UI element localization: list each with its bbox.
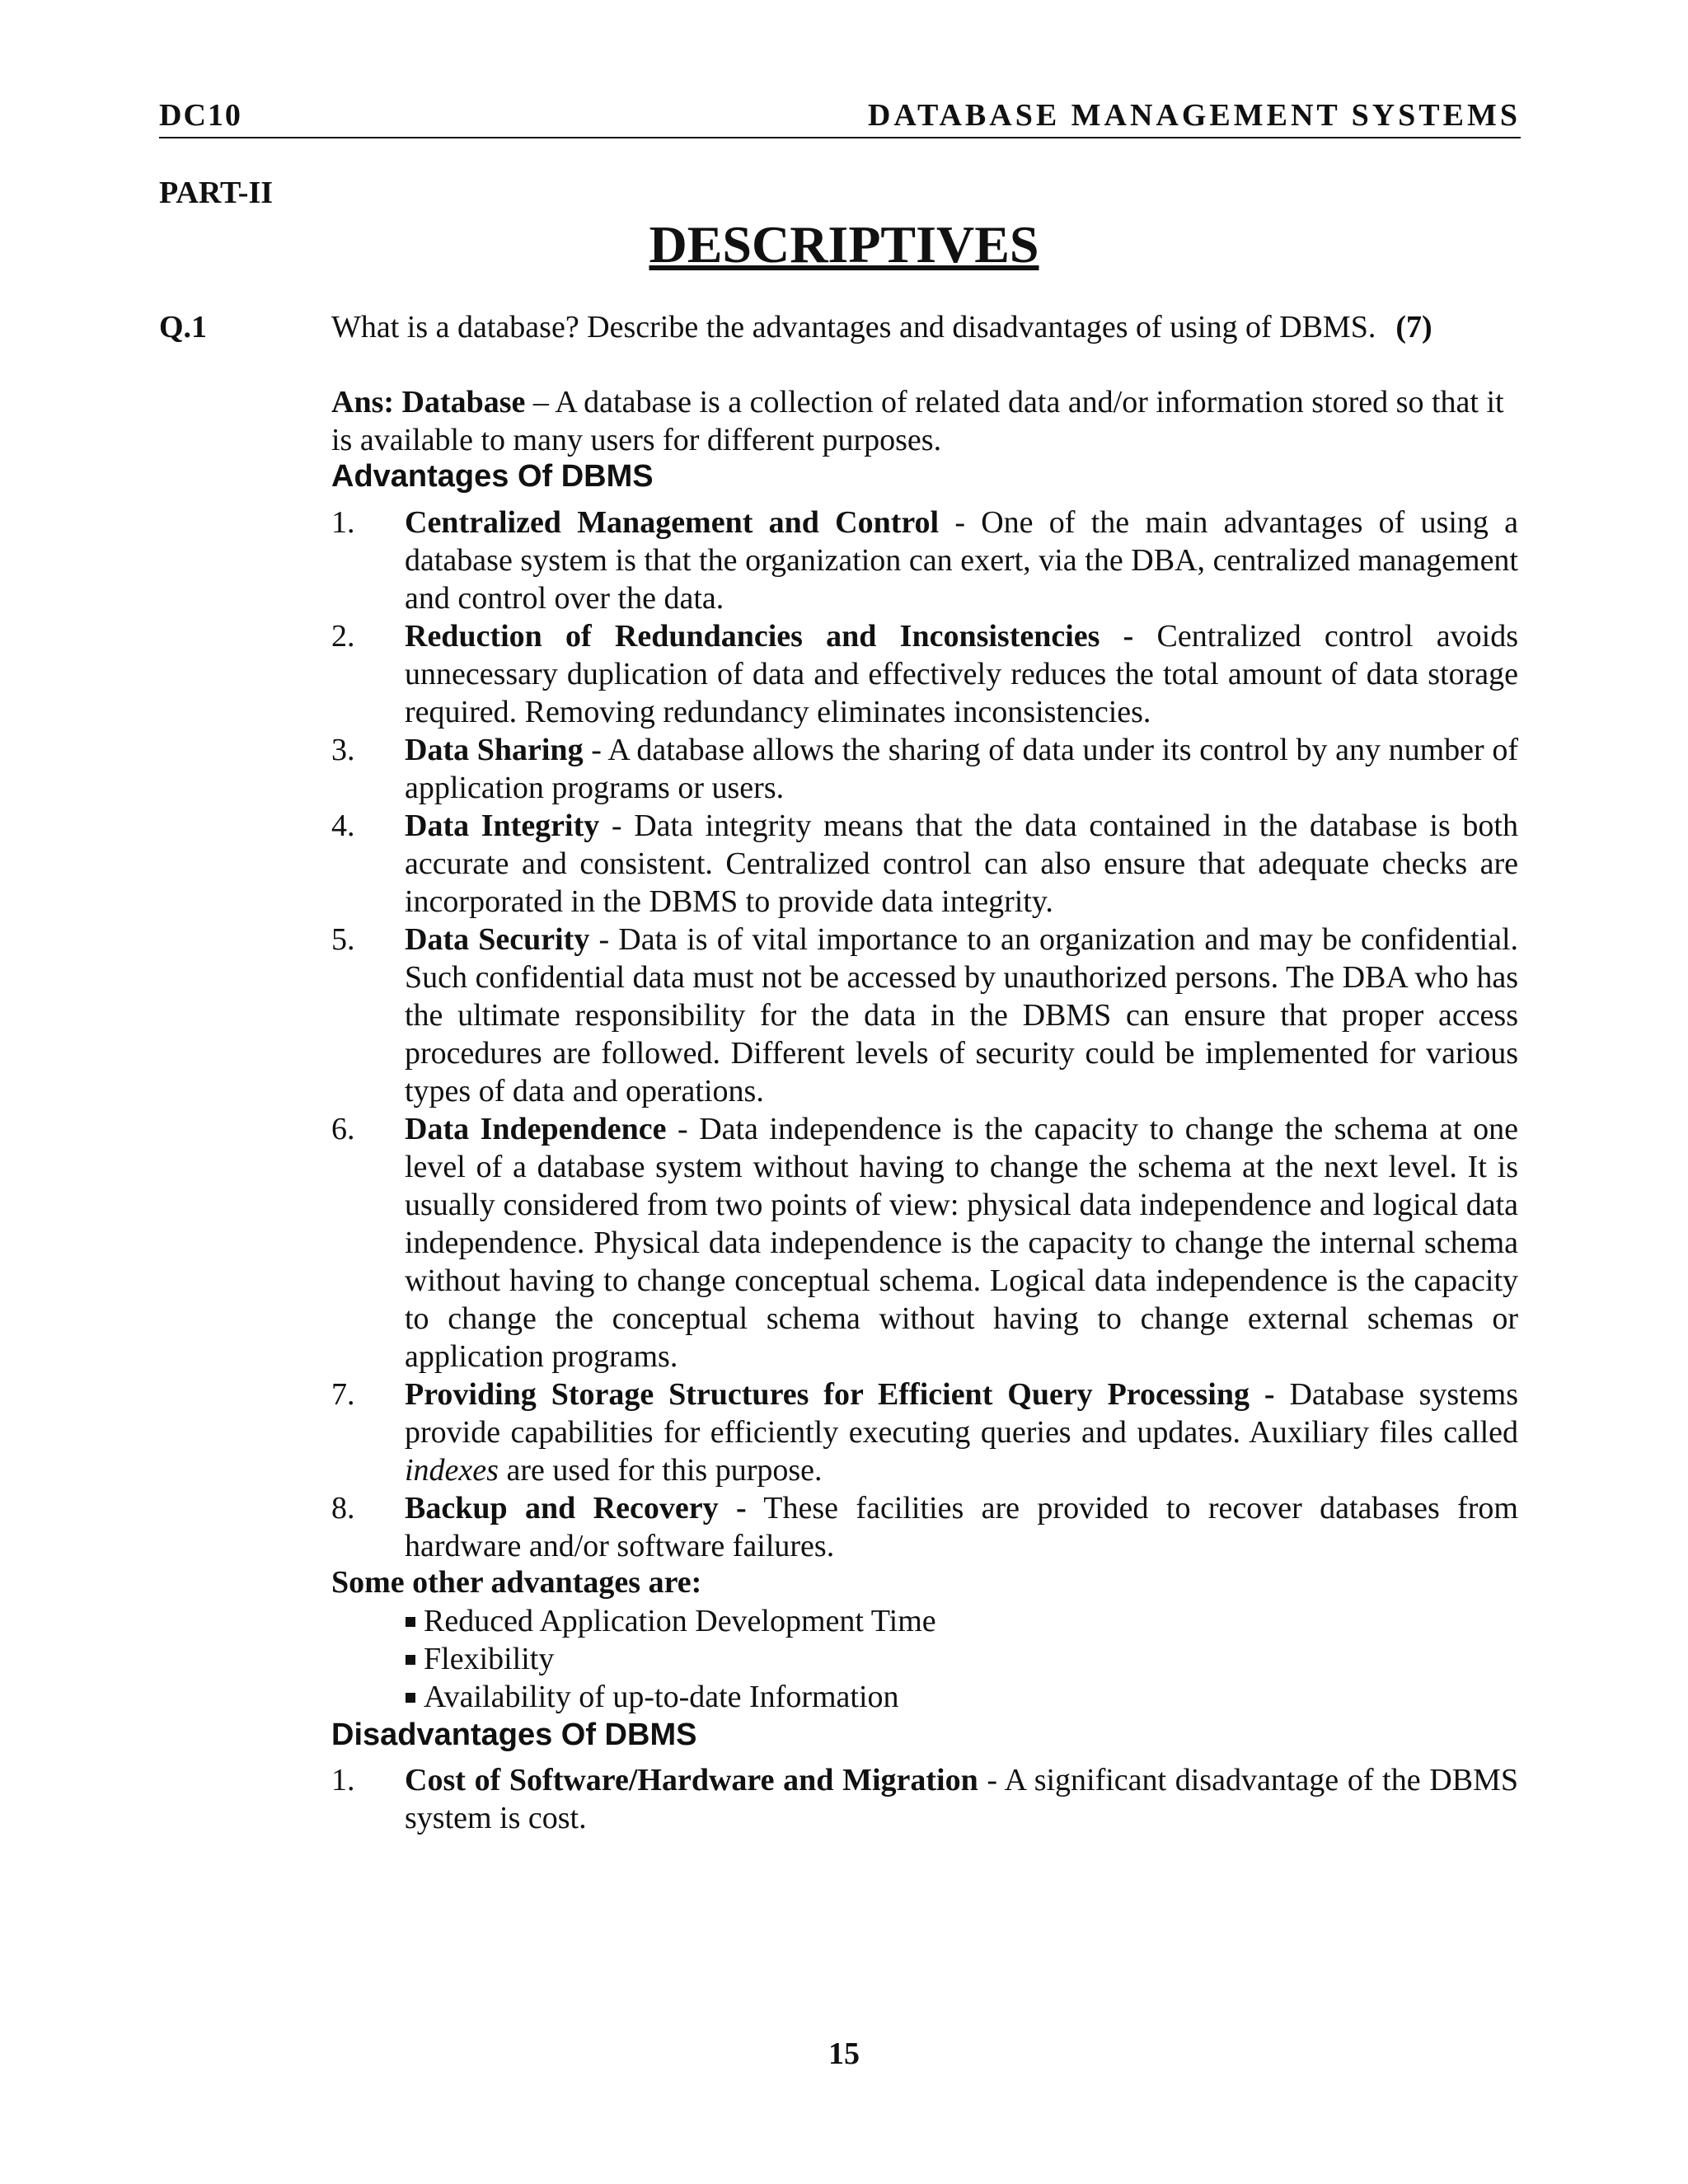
- question-marks: (7): [1395, 310, 1432, 344]
- list-item: [331, 807, 1518, 921]
- page-header: [159, 99, 1521, 138]
- list-item: [331, 1110, 1518, 1376]
- question-text: [331, 309, 1432, 345]
- item-title: Centralized Management and Control: [405, 505, 940, 540]
- bullet-text: Availability of up-to-date Information: [424, 1680, 899, 1714]
- list-item: [331, 1376, 1518, 1489]
- item-italic: indexes: [405, 1453, 499, 1488]
- bullet-item: [406, 1678, 936, 1716]
- disadvantages-list: [331, 1761, 1518, 1837]
- item-number: 6.: [331, 1112, 355, 1146]
- other-advantages-heading: Some other advantages are:: [331, 1565, 702, 1600]
- item-text: - A database allows the sharing of data under its control by any number of application programs or users.: [405, 733, 1518, 805]
- item-text: Database systems provide capabilities for efficiently executing queries and updates. Auxiliary files called: [405, 1377, 1518, 1450]
- item-text: - Data integrity means that the data contained in the database is both accurate and consistent. Centralized control can also ensure that adequate checks are incorporated in the DBMS to provide data integrity.: [405, 808, 1518, 919]
- bullet-text: Flexibility: [424, 1642, 555, 1676]
- item-title: Data Sharing: [405, 733, 584, 767]
- item-text-after: are used for this purpose.: [498, 1453, 823, 1488]
- item-title: Data Integrity: [405, 808, 600, 843]
- list-item: [331, 504, 1518, 617]
- list-item: [331, 617, 1518, 731]
- answer-text: – A database is a collection of related data and/or information stored so that it is available to many users for different purposes.: [331, 385, 1504, 457]
- item-title: Providing Storage Structures for Efficient Query Processing -: [405, 1377, 1275, 1412]
- bullet-text: Reduced Application Development Time: [424, 1604, 936, 1638]
- list-item: [331, 1489, 1518, 1565]
- item-number: 3.: [331, 733, 355, 767]
- square-bullet-icon: [406, 1655, 415, 1665]
- course-code: DC10: [159, 98, 242, 133]
- disadvantages-heading: Disadvantages Of DBMS: [331, 1718, 697, 1752]
- item-number: 2.: [331, 619, 355, 654]
- answer-prefix: Ans: Database: [331, 385, 526, 419]
- item-text: - Data is of vital importance to an organization and may be confidential. Such confidential data must not be accessed by unauthorized persons. The DBA who has the ultimate responsibility for the data in the DBMS can ensure that proper access procedures are followed. Different levels of security could be implemented for various types of data and operations.: [405, 922, 1519, 1108]
- other-advantages-list: [406, 1602, 936, 1716]
- item-number: 4.: [331, 808, 355, 843]
- bullet-item: [406, 1602, 936, 1640]
- item-number: 8.: [331, 1491, 355, 1526]
- item-text: - A significant disadvantage of the DBMS system is cost.: [405, 1763, 1519, 1835]
- section-title: DESCRIPTIVES: [649, 215, 1039, 274]
- page-number: 15: [828, 2036, 860, 2071]
- item-number: 1.: [331, 1763, 355, 1797]
- answer-paragraph: [331, 383, 1518, 459]
- item-text: Centralized control avoids unnecessary duplication of data and effectively reduces the total amount of data storage required. Removing redundancy eliminates inconsistencies.: [405, 619, 1518, 729]
- advantages-heading: Advantages Of DBMS: [331, 459, 654, 494]
- item-number: 7.: [331, 1377, 355, 1412]
- list-item: [331, 921, 1518, 1110]
- bullet-item: [406, 1640, 936, 1678]
- item-title: Data Security: [405, 922, 590, 957]
- item-title: Data Independence: [405, 1112, 667, 1146]
- part-label: PART-II: [159, 176, 274, 210]
- item-text: - One of the main advantages of using a database system is that the organization can exert, via the DBA, centralized management and control over the data.: [405, 505, 1518, 616]
- advantages-list: [331, 504, 1518, 1565]
- item-title: Backup and Recovery -: [405, 1491, 747, 1526]
- course-title: DATABASE MANAGEMENT SYSTEMS: [867, 98, 1521, 133]
- list-item: [331, 731, 1518, 807]
- item-text: These facilities are provided to recover databases from hardware and/or software failures.: [405, 1491, 1518, 1563]
- item-text: - Data independence is the capacity to change the schema at one level of a database system without having to change the schema at the next level. It is usually considered from two points of view: physical data independence and logical data independence. Physical data independence is the capacity to change the internal schema without having to change conceptual schema. Logical data independence is the capacity to change the conceptual schema without having to change external schemas or application programs.: [405, 1112, 1518, 1374]
- list-item: [331, 1761, 1518, 1837]
- question-label: Q.1: [159, 310, 208, 344]
- item-title: Reduction of Redundancies and Inconsistencies -: [405, 619, 1134, 654]
- item-number: 1.: [331, 505, 355, 540]
- item-number: 5.: [331, 922, 355, 957]
- square-bullet-icon: [406, 1693, 415, 1703]
- question-body: What is a database? Describe the advantages and disadvantages of using of DBMS.: [331, 310, 1376, 344]
- square-bullet-icon: [406, 1617, 415, 1627]
- item-title: Cost of Software/Hardware and Migration: [405, 1763, 978, 1797]
